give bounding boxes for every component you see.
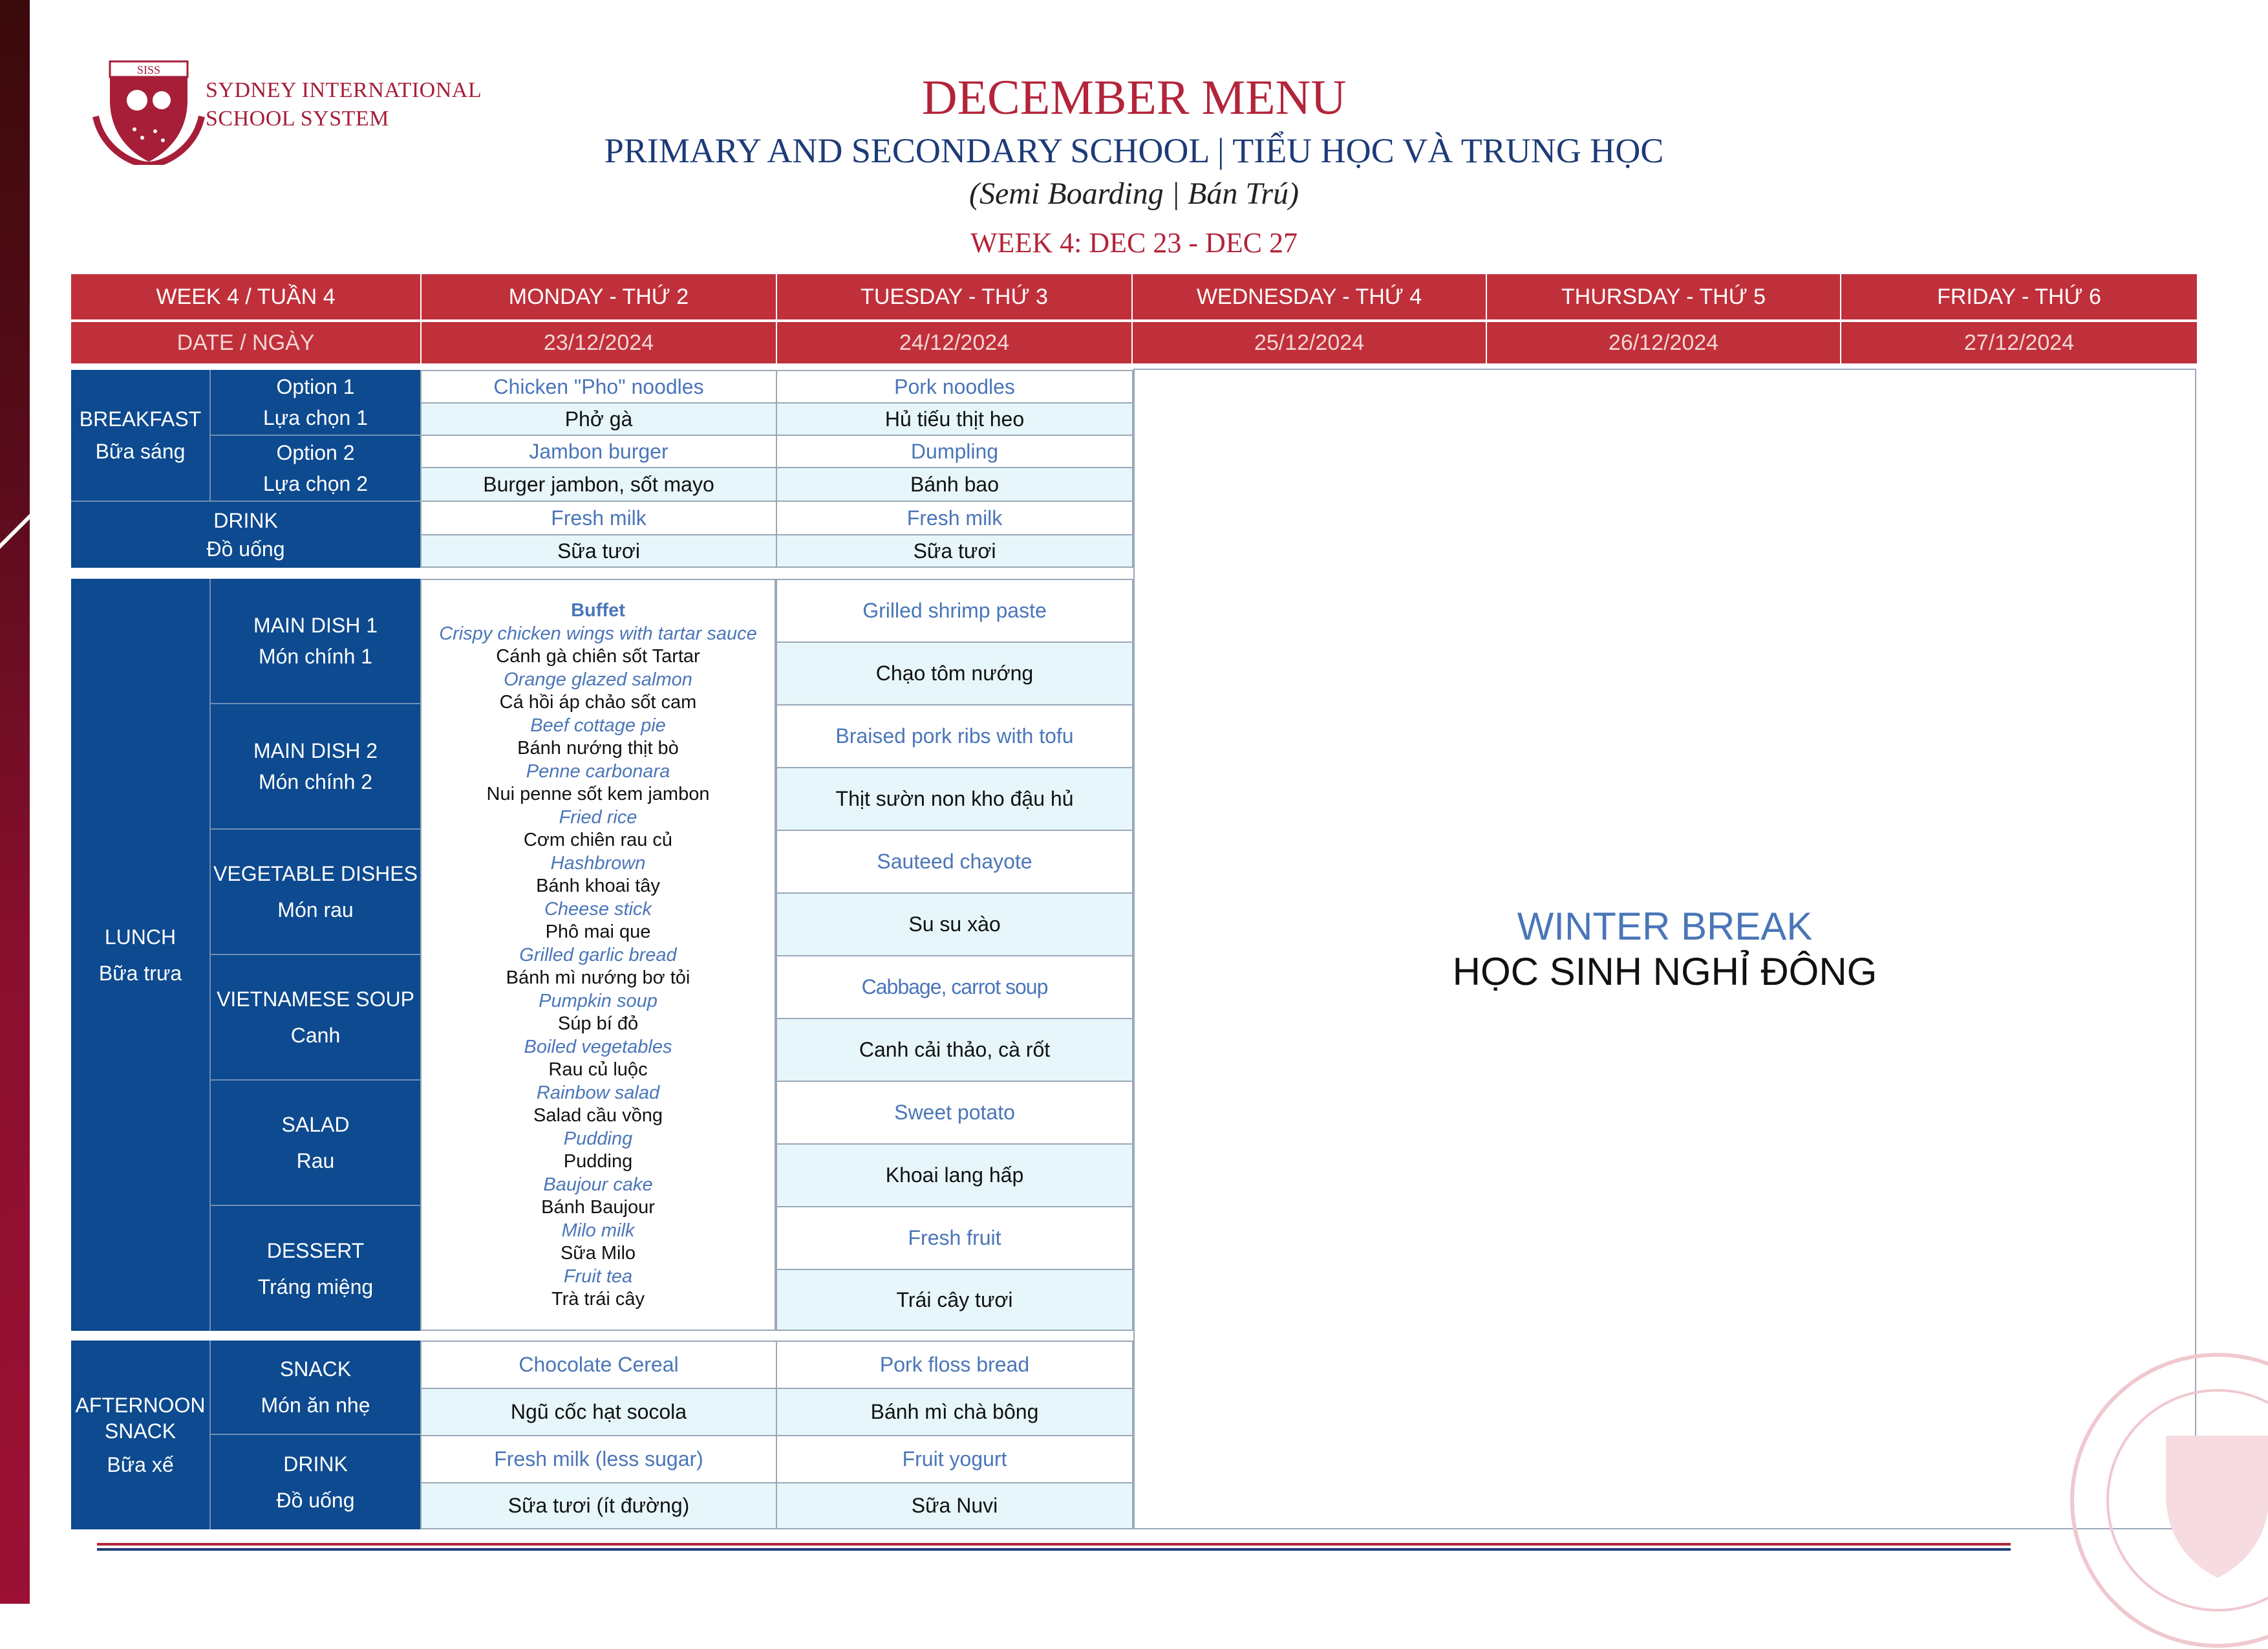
breakfast-drink-en: DRINK — [213, 509, 278, 532]
buffet-item-vi: Cá hồi áp chảo sốt cam — [499, 692, 697, 713]
buffet-item-vi: Bánh nướng thịt bò — [517, 738, 679, 759]
vegetable-en: VEGETABLE DISHES — [213, 862, 418, 885]
tue-snack-drink-en: Fruit yogurt — [776, 1435, 1133, 1483]
tue-dessert-en: Fresh fruit — [776, 1206, 1133, 1270]
salad-en: SALAD — [281, 1113, 350, 1136]
buffet-item-en: Pumpkin soup — [539, 990, 658, 1011]
mon-lunch-buffet — [420, 579, 776, 1331]
mon-snack-vi: Ngũ cốc hạt socola — [420, 1388, 777, 1436]
buffet-item-vi: Sữa Milo — [560, 1243, 636, 1264]
tue-main1-vi: Chạo tôm nướng — [776, 641, 1133, 706]
option1-vi: Lựa chọn 1 — [263, 406, 368, 429]
buffet-item-en: Crispy chicken wings with tartar sauce — [439, 623, 757, 644]
dessert-vi: Tráng miệng — [257, 1275, 374, 1299]
date-monday: 23/12/2024 — [422, 321, 777, 363]
vegetable-label — [211, 830, 420, 955]
buffet-item-en: Fried rice — [559, 806, 637, 828]
day-header-tuesday: TUESDAY - THỨ 3 — [777, 274, 1133, 319]
buffet-item-en: Hashbrown — [550, 852, 646, 874]
main-dish2-vi: Món chính 2 — [258, 770, 373, 793]
tue-dessert-vi: Trái cây tươi — [776, 1269, 1133, 1331]
tue-salad-vi: Khoai lang hấp — [776, 1143, 1133, 1207]
main-dish1-en: MAIN DISH 1 — [253, 614, 378, 637]
buffet-item-en: Milo milk — [561, 1220, 635, 1241]
school-name-line2: SCHOOL SYSTEM — [206, 107, 389, 131]
buffet-item-en: Pudding — [563, 1128, 633, 1149]
buffet-item-vi: Rau củ luộc — [548, 1059, 648, 1080]
lunch-label-vi: Bữa trưa — [98, 961, 182, 985]
buffet-item-en: Grilled garlic bread — [519, 944, 677, 965]
dessert-en: DESSERT — [266, 1238, 365, 1262]
buffet-item-en: Beef cottage pie — [530, 715, 666, 736]
tue-snack-vi: Bánh mì chà bông — [776, 1388, 1133, 1436]
watermark-seal-icon — [2069, 1352, 2268, 1649]
main-dish2-label — [211, 704, 420, 830]
week-range: WEEK 4: DEC 23 - DEC 27 — [970, 227, 1298, 259]
mon-breakfast-drink-en: Fresh milk — [420, 501, 777, 535]
afternoon-snack-label — [71, 1341, 211, 1529]
tue-breakfast-opt2-en: Dumpling — [776, 435, 1133, 468]
date-friday: 27/12/2024 — [1841, 321, 2197, 363]
tue-breakfast-opt1-en: Pork noodles — [776, 370, 1133, 404]
afternoon-label-en1: AFTERNOON — [75, 1394, 206, 1417]
buffet-item-vi: Bánh Baujour — [541, 1197, 655, 1218]
breakfast-option1-label — [211, 370, 420, 436]
mon-breakfast-opt2-vi: Burger jambon, sốt mayo — [420, 467, 777, 502]
lunch-label — [71, 579, 211, 1331]
tue-snack-en: Pork floss bread — [776, 1341, 1133, 1389]
breakfast-label — [71, 370, 211, 502]
tue-soup-vi: Canh cải thảo, cà rốt — [776, 1018, 1133, 1082]
soup-vi: Canh — [290, 1024, 341, 1047]
lunch-label-en: LUNCH — [104, 925, 177, 949]
mon-breakfast-opt1-en: Chicken "Pho" noodles — [420, 370, 777, 404]
mon-snack-drink-en: Fresh milk (less sugar) — [420, 1435, 777, 1483]
mon-breakfast-opt2-en: Jambon burger — [420, 435, 777, 468]
snack-drink-en: DRINK — [283, 1452, 348, 1476]
breakfast-label-vi: Bữa sáng — [95, 440, 186, 463]
buffet-item-vi: Bánh mì nướng bơ tỏi — [506, 967, 690, 988]
salad-vi: Rau — [296, 1149, 335, 1172]
stripe-notch — [0, 491, 30, 569]
day-header-thursday: THURSDAY - THỨ 5 — [1487, 274, 1841, 319]
winter-break-vi: HỌC SINH NGHỈ ĐÔNG — [1452, 950, 1878, 993]
day-header-wednesday: WEDNESDAY - THỨ 4 — [1133, 274, 1487, 319]
tue-breakfast-drink-vi: Sữa tươi — [776, 534, 1133, 568]
main-dish1-label — [211, 579, 420, 704]
main-dish1-vi: Món chính 1 — [258, 645, 373, 668]
tue-veg-vi: Su su xào — [776, 892, 1133, 956]
tue-main1-en: Grilled shrimp paste — [776, 579, 1133, 643]
snack-label — [211, 1341, 420, 1435]
vegetable-vi: Món rau — [277, 898, 354, 921]
buffet-item-en: Baujour cake — [543, 1174, 653, 1195]
buffet-item-en: Boiled vegetables — [524, 1036, 672, 1057]
buffet-item-vi: Cơm chiên rau củ — [523, 830, 673, 850]
day-header-friday: FRIDAY - THỨ 6 — [1841, 274, 2197, 319]
snack-en: SNACK — [279, 1357, 352, 1381]
tue-salad-en: Sweet potato — [776, 1081, 1133, 1145]
dessert-label — [211, 1206, 420, 1331]
breakfast-label-en: BREAKFAST — [79, 407, 202, 431]
week-header: WEEK 4 / TUẦN 4 — [71, 274, 422, 319]
buffet-item-vi: Cánh gà chiên sốt Tartar — [496, 646, 700, 667]
tue-breakfast-opt2-vi: Bánh bao — [776, 467, 1133, 502]
mon-breakfast-drink-vi: Sữa tươi — [420, 534, 777, 568]
buffet-item-en: Cheese stick — [544, 898, 652, 920]
option2-en: Option 2 — [276, 441, 355, 464]
buffet-heading: Buffet — [571, 600, 625, 621]
boarding-label: (Semi Boarding | Bán Trú) — [968, 177, 1300, 211]
date-wednesday: 25/12/2024 — [1133, 321, 1487, 363]
menu-title: DECEMBER MENU — [921, 70, 1347, 125]
buffet-item-vi: Súp bí đỏ — [557, 1013, 639, 1034]
tue-main2-en: Braised pork ribs with tofu — [776, 704, 1133, 768]
date-tuesday: 24/12/2024 — [777, 321, 1133, 363]
snack-drink-vi: Đồ uống — [276, 1489, 355, 1512]
mon-snack-drink-vi: Sữa tươi (ít đường) — [420, 1482, 777, 1529]
snack-drink-label — [211, 1435, 420, 1529]
afternoon-label-vi: Bữa xế — [107, 1453, 174, 1476]
main-dish2-en: MAIN DISH 2 — [253, 739, 378, 762]
breakfast-drink-vi: Đồ uống — [206, 537, 285, 561]
mon-breakfast-opt1-vi: Phở gà — [420, 402, 777, 436]
buffet-item-vi: Trà trái cây — [551, 1289, 645, 1310]
date-thursday: 26/12/2024 — [1487, 321, 1841, 363]
buffet-item-en: Orange glazed salmon — [504, 669, 692, 690]
buffet-item-vi: Salad cầu vồng — [533, 1105, 663, 1126]
date-header: DATE / NGÀY — [71, 321, 422, 363]
tue-breakfast-opt1-vi: Hủ tiếu thịt heo — [776, 402, 1133, 436]
tue-main2-vi: Thịt sườn non kho đậu hủ — [776, 767, 1133, 831]
option1-en: Option 1 — [276, 375, 355, 398]
snack-vi: Món ăn nhẹ — [261, 1394, 370, 1417]
breakfast-option2-label — [211, 436, 420, 502]
buffet-item-en: Rainbow salad — [536, 1082, 660, 1103]
footer-line-red — [97, 1543, 2011, 1546]
option2-vi: Lựa chọn 2 — [263, 472, 368, 495]
soup-en: VIETNAMESE SOUP — [217, 987, 414, 1011]
mon-snack-en: Chocolate Cereal — [420, 1341, 777, 1389]
tue-snack-drink-vi: Sữa Nuvi — [776, 1482, 1133, 1529]
winter-break-en: WINTER BREAK — [1517, 905, 1813, 948]
buffet-item-vi: Phô mai que — [545, 921, 651, 942]
buffet-item-vi: Pudding — [563, 1151, 633, 1172]
buffet-item-vi: Nui penne sốt kem jambon — [486, 784, 710, 804]
menu-subtitle: PRIMARY AND SECONDARY SCHOOL | TIỂU HỌC VÀ TRUNG HỌC — [604, 131, 1664, 170]
tue-breakfast-drink-en: Fresh milk — [776, 501, 1133, 535]
buffet-item-vi: Bánh khoai tây — [536, 876, 660, 896]
afternoon-label-en2: SNACK — [104, 1419, 177, 1443]
buffet-item-en: Penne carbonara — [526, 760, 670, 782]
salad-label — [211, 1081, 420, 1206]
breakfast-drink-label — [71, 502, 420, 568]
buffet-item-en: Fruit tea — [563, 1266, 633, 1287]
soup-label — [211, 955, 420, 1081]
school-name-line1: SYDNEY INTERNATIONAL — [206, 78, 482, 102]
day-header-monday: MONDAY - THỨ 2 — [422, 274, 777, 319]
tue-veg-en: Sauteed chayote — [776, 830, 1133, 894]
footer-line-blue — [97, 1548, 2011, 1551]
crest-letters: SISS — [136, 63, 161, 76]
tue-soup-en: Cabbage, carrot soup — [776, 955, 1133, 1019]
